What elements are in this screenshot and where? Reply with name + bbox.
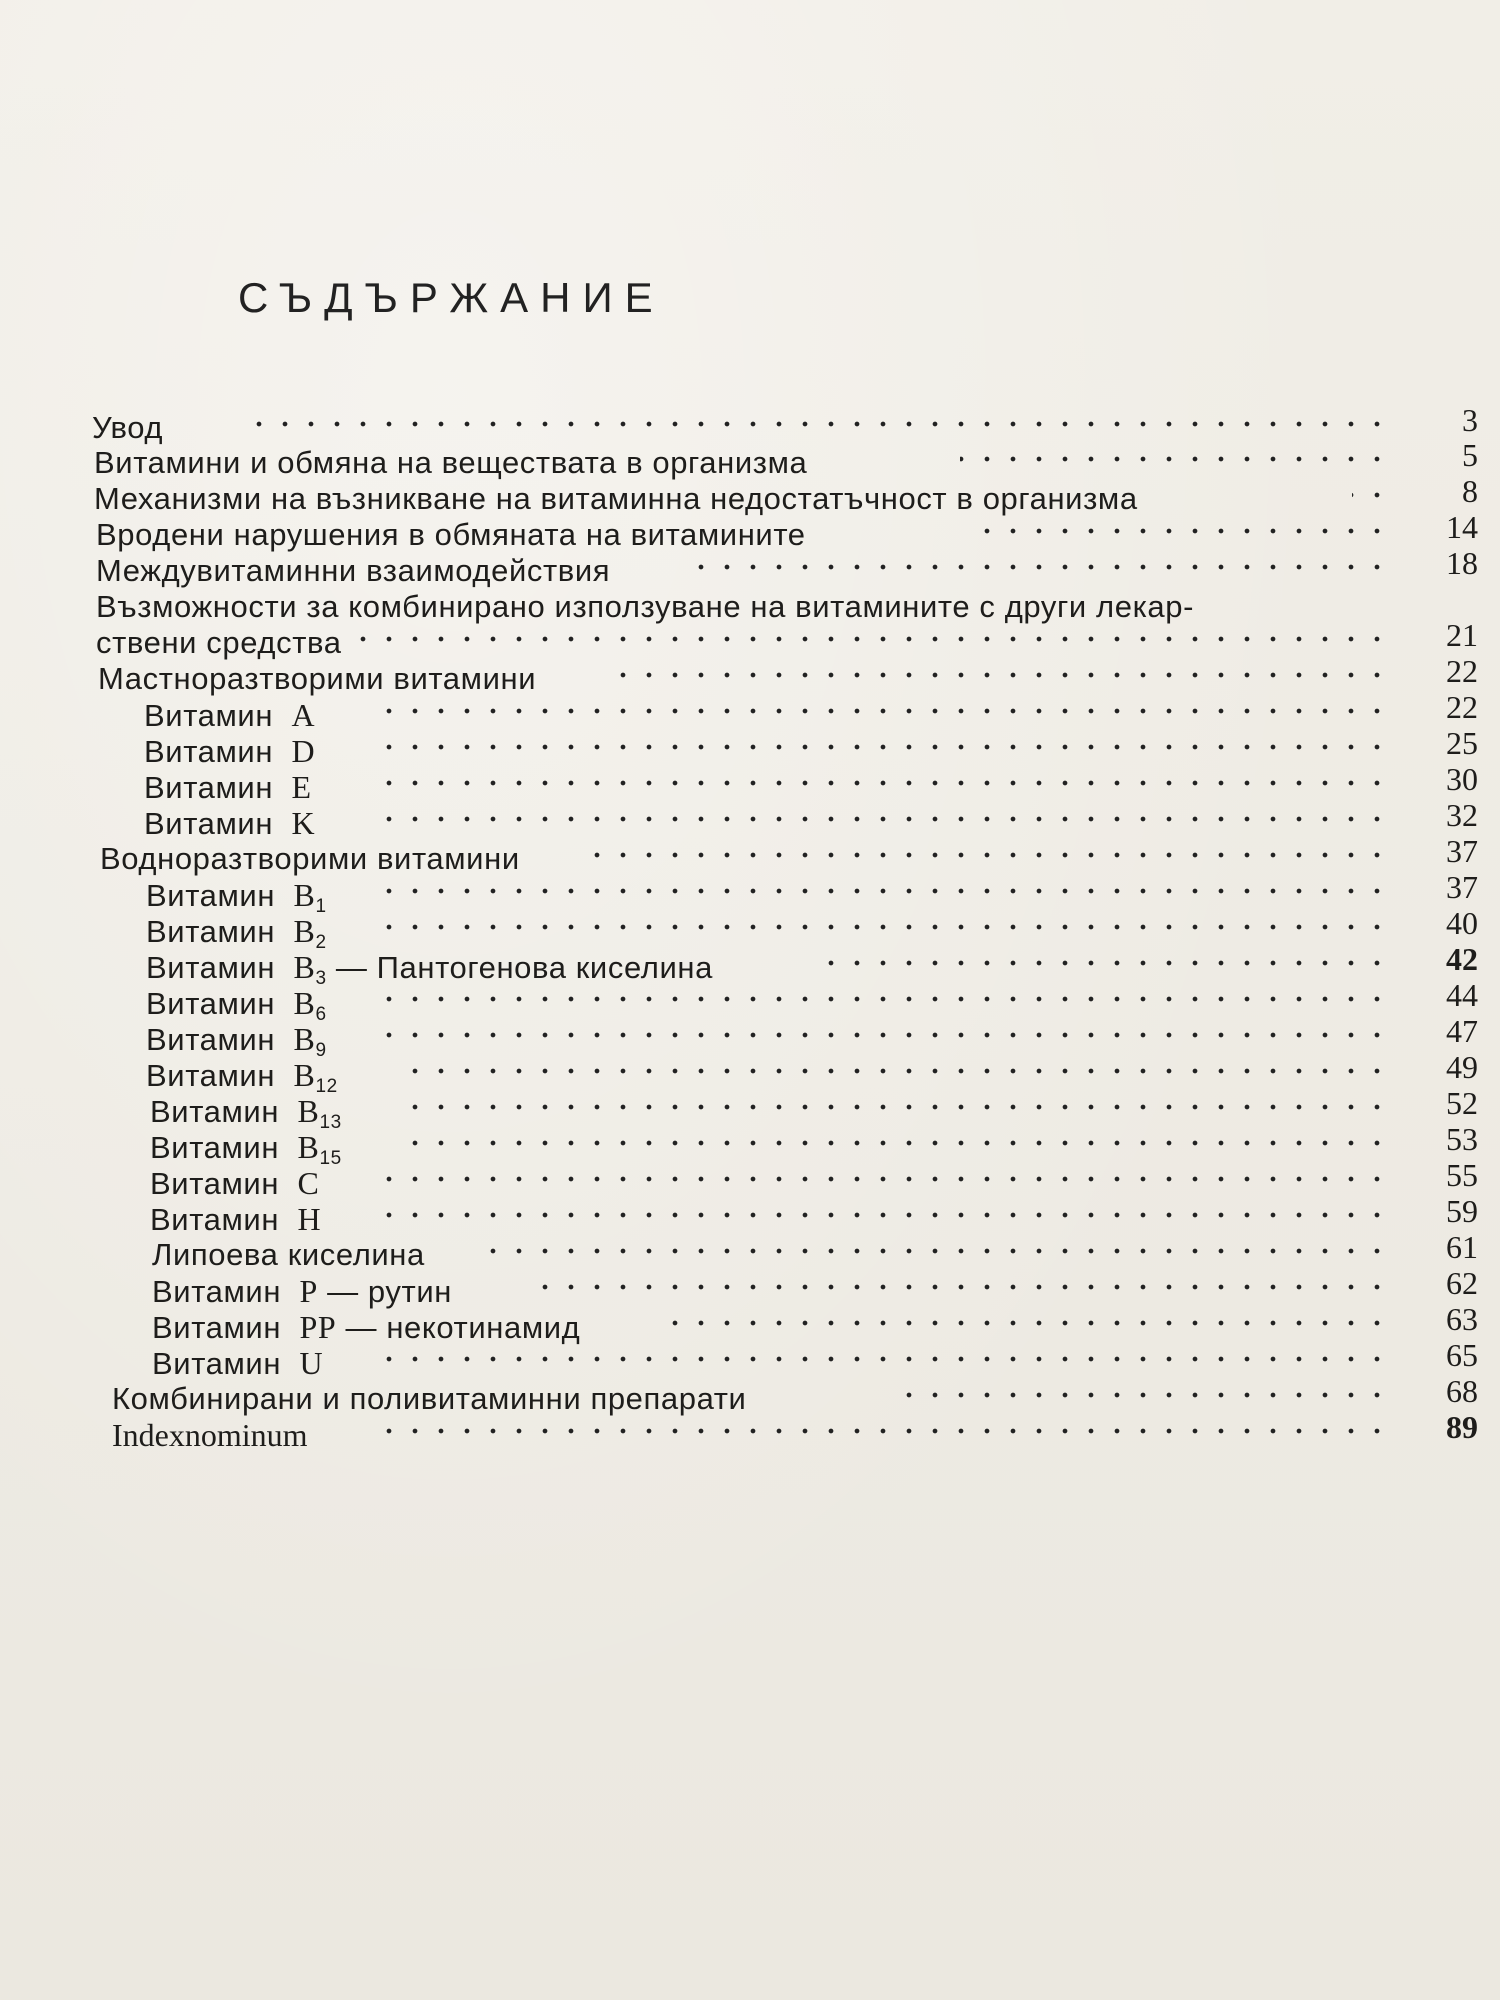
toc-page-number: 68 bbox=[1446, 1373, 1478, 1409]
toc-entry-label: Възможности за комбинирано използуване на витамините с други лекар- bbox=[96, 589, 1195, 624]
toc-page-number: 55 bbox=[1446, 1157, 1478, 1193]
contents-title: СЪДЪРЖАНИЕ bbox=[238, 274, 665, 321]
toc-page-number: 47 bbox=[1446, 1013, 1478, 1049]
vitamin-letter: H bbox=[297, 1201, 322, 1237]
toc-entry bbox=[0, 797, 1500, 843]
toc-entry-label bbox=[144, 695, 315, 736]
dot-leader bbox=[240, 420, 1390, 428]
dot-leader bbox=[660, 1319, 1390, 1327]
vitamin-word: Витамин bbox=[150, 1130, 280, 1165]
toc-page-number: 32 bbox=[1446, 797, 1478, 833]
toc-page-number: 14 bbox=[1446, 509, 1478, 545]
vitamin-word: Витамин bbox=[144, 734, 274, 769]
dot-leader bbox=[896, 1391, 1390, 1399]
toc-entry-label bbox=[146, 1055, 338, 1096]
toc-page-number: 8 bbox=[1462, 473, 1478, 509]
toc-entry bbox=[0, 437, 1500, 483]
dot-leader bbox=[608, 671, 1390, 679]
vitamin-letter: C bbox=[297, 1165, 320, 1201]
vitamin-word: Витамин bbox=[150, 1094, 280, 1129]
vitamin-letter: B bbox=[297, 1093, 320, 1129]
toc-entry bbox=[0, 1301, 1500, 1347]
dot-leader bbox=[1352, 491, 1390, 499]
dot-leader bbox=[400, 1139, 1390, 1147]
toc-entry bbox=[0, 402, 1500, 448]
toc-page-number: 37 bbox=[1446, 833, 1478, 869]
toc-page-number: 61 bbox=[1446, 1229, 1478, 1265]
toc-entry-continuation bbox=[0, 617, 1500, 663]
vitamin-word: Витамин bbox=[152, 1346, 282, 1381]
vitamin-word: Витамин bbox=[146, 950, 276, 985]
dot-leader bbox=[964, 527, 1390, 535]
toc-entry-label: Механизми на възникване на витаминна недостатъчност в организма bbox=[94, 481, 1138, 516]
vitamin-letter: B bbox=[293, 1057, 316, 1093]
vitamin-word: Витамин bbox=[152, 1274, 282, 1309]
toc-entry-label: Междувитаминни взаимодействия bbox=[96, 553, 611, 588]
dot-leader bbox=[384, 923, 1390, 931]
dot-leader bbox=[592, 851, 1390, 859]
toc-page-number: 52 bbox=[1446, 1085, 1478, 1121]
toc-page-number: 63 bbox=[1446, 1301, 1478, 1337]
toc-entry-label: Комбинирани и поливитаминни препарати bbox=[112, 1381, 747, 1416]
vitamin-letter: D bbox=[291, 733, 316, 769]
vitamin-letter: A bbox=[291, 697, 316, 733]
toc-page-number: 44 bbox=[1446, 977, 1478, 1013]
toc-entry-label bbox=[150, 1091, 342, 1132]
vitamin-letter: B bbox=[293, 1021, 316, 1057]
dot-leader bbox=[370, 779, 1390, 787]
toc-entry bbox=[0, 689, 1500, 735]
vitamin-letter: K bbox=[291, 805, 316, 841]
toc-page-number: 37 bbox=[1446, 869, 1478, 905]
toc-entry bbox=[0, 1337, 1500, 1383]
toc-entry bbox=[0, 473, 1500, 519]
toc-page-number: 53 bbox=[1446, 1121, 1478, 1157]
vitamin-word: Витамин bbox=[144, 806, 274, 841]
vitamin-subscript: 3 bbox=[315, 968, 327, 989]
toc-entry bbox=[0, 545, 1500, 591]
dot-leader bbox=[384, 1031, 1390, 1039]
dot-leader bbox=[526, 1283, 1390, 1291]
toc-entry-label bbox=[146, 875, 327, 916]
toc-entry bbox=[0, 725, 1500, 771]
dot-leader bbox=[360, 635, 1390, 643]
toc-page-number: 5 bbox=[1462, 437, 1478, 473]
vitamin-word: Витамин bbox=[146, 914, 276, 949]
toc-entry-label bbox=[152, 1271, 452, 1312]
vitamin-letter: B bbox=[293, 877, 316, 913]
toc-entry-label: Увод bbox=[92, 410, 164, 445]
dot-leader bbox=[384, 995, 1390, 1003]
toc-entry-label bbox=[144, 731, 315, 772]
toc-entry-label: Вродени нарушения в обмяната на витамините bbox=[96, 517, 806, 552]
vitamin-letter: PP bbox=[299, 1309, 337, 1345]
toc-entry-label: Витамини и обмяна на веществата в организма bbox=[94, 445, 808, 480]
dot-leader bbox=[370, 743, 1390, 751]
dot-leader bbox=[370, 707, 1390, 715]
vitamin-letter: B bbox=[293, 985, 316, 1021]
toc-page-number: 49 bbox=[1446, 1049, 1478, 1085]
vitamin-word: Витамин bbox=[146, 1022, 276, 1057]
toc-entry bbox=[0, 1229, 1500, 1275]
toc-entry bbox=[0, 653, 1500, 699]
dot-leader bbox=[370, 1427, 1390, 1435]
dot-leader bbox=[370, 815, 1390, 823]
toc-entry bbox=[0, 587, 1500, 627]
toc-entry-label bbox=[144, 767, 312, 808]
toc-page-number: 40 bbox=[1446, 905, 1478, 941]
dot-leader bbox=[386, 1355, 1390, 1363]
dot-leader bbox=[474, 1247, 1390, 1255]
toc-entry bbox=[0, 869, 1500, 917]
vitamin-word: Витамин bbox=[146, 1058, 276, 1093]
dot-leader bbox=[396, 1067, 1390, 1075]
toc-page-number: 42 bbox=[1446, 941, 1478, 977]
toc-entry bbox=[0, 509, 1500, 555]
toc-page-number: 25 bbox=[1446, 725, 1478, 761]
vitamin-subscript: 13 bbox=[319, 1112, 342, 1133]
toc-page-number: 18 bbox=[1446, 545, 1478, 581]
toc-page-number: 21 bbox=[1446, 617, 1478, 653]
toc-page-number: 22 bbox=[1446, 653, 1478, 689]
toc-entry bbox=[0, 1193, 1500, 1239]
vitamin-letter: U bbox=[299, 1345, 324, 1381]
vitamin-word: Витамин bbox=[152, 1310, 282, 1345]
vitamin-word: Витамин bbox=[150, 1202, 280, 1237]
vitamin-subscript: 1 bbox=[315, 896, 327, 917]
toc-entry bbox=[0, 1373, 1500, 1419]
toc-entry bbox=[0, 1049, 1500, 1097]
dot-leader bbox=[814, 959, 1390, 967]
vitamin-subscript: 9 bbox=[315, 1040, 327, 1061]
toc-page-number: 22 bbox=[1446, 689, 1478, 725]
vitamin-word: Витамин bbox=[144, 770, 274, 805]
toc-entry-label-continuation: ствени средства bbox=[96, 625, 342, 660]
toc-entry bbox=[0, 977, 1500, 1025]
toc-entry-label bbox=[146, 911, 327, 952]
vitamin-letter: E bbox=[291, 769, 312, 805]
toc-page-number: 3 bbox=[1462, 402, 1478, 438]
toc-entry bbox=[0, 761, 1500, 807]
dot-leader bbox=[960, 455, 1390, 463]
toc-entry-label: Липоева киселина bbox=[152, 1237, 425, 1272]
toc-entry-label bbox=[146, 1019, 327, 1060]
vitamin-subscript: 15 bbox=[319, 1148, 342, 1169]
toc-entry bbox=[0, 833, 1500, 879]
toc-entry-label bbox=[152, 1343, 323, 1384]
dot-leader bbox=[384, 1211, 1390, 1219]
toc-entry-label bbox=[144, 803, 315, 844]
vitamin-letter: P bbox=[299, 1273, 318, 1309]
toc-entry bbox=[0, 1265, 1500, 1311]
vitamin-letter: B bbox=[293, 913, 316, 949]
vitamin-description: — некотинамид bbox=[345, 1310, 581, 1345]
vitamin-word: Витамин bbox=[150, 1166, 280, 1201]
toc-page-number: 89 bbox=[1446, 1409, 1478, 1445]
toc-page-number: 30 bbox=[1446, 761, 1478, 797]
vitamin-letter: B bbox=[293, 949, 316, 985]
toc-page-number: 65 bbox=[1446, 1337, 1478, 1373]
vitamin-word: Витамин bbox=[144, 698, 274, 733]
vitamin-word: Витамин bbox=[146, 986, 276, 1021]
toc-entry-label bbox=[150, 1163, 319, 1204]
toc-entry bbox=[0, 1013, 1500, 1061]
toc-entry-label bbox=[146, 983, 327, 1024]
vitamin-description: — Пантогенова киселина bbox=[335, 950, 713, 985]
toc-page-number: 59 bbox=[1446, 1193, 1478, 1229]
vitamin-letter: B bbox=[297, 1129, 320, 1165]
dot-leader bbox=[690, 563, 1390, 571]
dot-leader bbox=[384, 887, 1390, 895]
vitamin-subscript: 2 bbox=[315, 932, 327, 953]
toc-entry-label: Indexnominum bbox=[112, 1417, 308, 1453]
toc-entry bbox=[0, 1409, 1500, 1455]
toc-page-number: 62 bbox=[1446, 1265, 1478, 1301]
vitamin-description: — рутин bbox=[327, 1274, 452, 1309]
vitamin-word: Витамин bbox=[146, 878, 276, 913]
toc-entry-label: Мастноразтворими витамини bbox=[98, 661, 537, 696]
dot-leader bbox=[400, 1103, 1390, 1111]
toc-entry bbox=[0, 941, 1500, 989]
toc-entry-label bbox=[146, 947, 713, 988]
toc-entry-label bbox=[150, 1199, 321, 1240]
vitamin-subscript: 6 bbox=[315, 1004, 327, 1025]
toc-entry-label bbox=[152, 1307, 580, 1348]
vitamin-subscript: 12 bbox=[315, 1076, 338, 1097]
dot-leader bbox=[384, 1175, 1390, 1183]
toc-entry-label: Водноразтворими витамини bbox=[100, 841, 520, 876]
toc-entry-label bbox=[150, 1127, 342, 1168]
toc-entry bbox=[0, 905, 1500, 953]
